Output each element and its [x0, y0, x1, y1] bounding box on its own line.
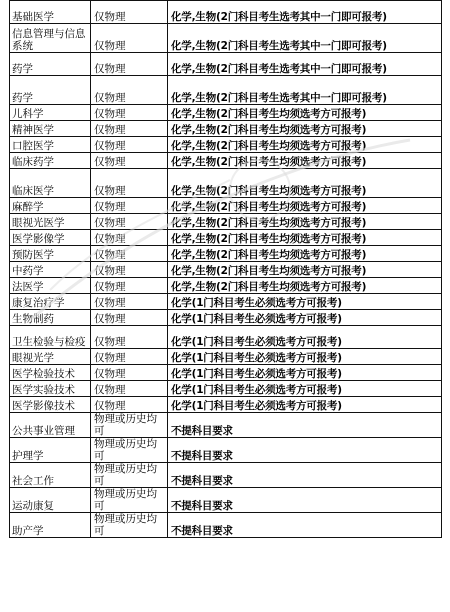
major-cell: 中药学 — [10, 262, 91, 278]
requirement-cell: 化学,生物(2门科目考生均须选考方可报考) — [168, 121, 442, 137]
first-subject-cell: 仅物理 — [91, 214, 168, 230]
major-cell: 助产学 — [10, 513, 91, 538]
requirement-cell: 化学,生物(2门科目考生均须选考方可报考) — [168, 246, 442, 262]
table-row — [10, 438, 442, 463]
table-row — [10, 214, 442, 230]
first-subject-cell: 仅物理 — [91, 349, 168, 365]
table-row — [10, 278, 442, 294]
table-row — [10, 365, 442, 381]
table-row — [10, 230, 442, 246]
first-subject-cell: 物理或历史均可 — [91, 513, 168, 538]
major-cell: 口腔医学 — [10, 137, 91, 153]
major-cell: 护理学 — [10, 438, 91, 463]
requirement-cell: 化学(1门科目考生必须选考方可报考) — [168, 349, 442, 365]
first-subject-cell: 仅物理 — [91, 230, 168, 246]
requirement-cell: 化学,生物(2门科目考生均须选考方可报考) — [168, 137, 442, 153]
major-cell: 公共事业管理 — [10, 413, 91, 438]
major-cell: 法医学 — [10, 278, 91, 294]
requirement-cell: 化学(1门科目考生必须选考方可报考) — [168, 310, 442, 326]
first-subject-cell: 仅物理 — [91, 381, 168, 397]
table-row — [10, 246, 442, 262]
major-cell: 精神医学 — [10, 121, 91, 137]
requirement-cell: 化学,生物(2门科目考生均须选考方可报考) — [168, 230, 442, 246]
first-subject-cell: 物理或历史均可 — [91, 463, 168, 488]
requirement-cell: 不提科目要求 — [168, 513, 442, 538]
requirement-cell: 化学,生物(2门科目考生选考其中一门即可报考) — [168, 76, 442, 105]
requirement-cell: 化学,生物(2门科目考生均须选考方可报考) — [168, 278, 442, 294]
table-row — [10, 198, 442, 214]
table-row — [10, 310, 442, 326]
major-cell: 预防医学 — [10, 246, 91, 262]
requirement-cell: 化学,生物(2门科目考生均须选考方可报考) — [168, 153, 442, 169]
table-row — [10, 105, 442, 121]
table-row — [10, 1, 442, 24]
first-subject-cell: 仅物理 — [91, 262, 168, 278]
first-subject-cell: 仅物理 — [91, 76, 168, 105]
requirement-cell: 化学,生物(2门科目考生均须选考方可报考) — [168, 214, 442, 230]
first-subject-cell: 仅物理 — [91, 310, 168, 326]
first-subject-cell: 仅物理 — [91, 278, 168, 294]
requirement-cell: 化学,生物(2门科目考生均须选考方可报考) — [168, 105, 442, 121]
requirement-cell: 不提科目要求 — [168, 438, 442, 463]
requirement-cell: 化学,生物(2门科目考生选考其中一门即可报考) — [168, 53, 442, 76]
first-subject-cell: 仅物理 — [91, 397, 168, 413]
first-subject-cell: 仅物理 — [91, 198, 168, 214]
major-cell: 医学影像技术 — [10, 397, 91, 413]
table-row — [10, 153, 442, 169]
first-subject-cell: 仅物理 — [91, 1, 168, 24]
first-subject-cell: 仅物理 — [91, 246, 168, 262]
major-cell: 儿科学 — [10, 105, 91, 121]
first-subject-cell: 物理或历史均可 — [91, 488, 168, 513]
major-cell: 信息管理与信息系统 — [10, 24, 91, 53]
requirement-cell: 化学(1门科目考生必须选考方可报考) — [168, 326, 442, 349]
table-row — [10, 121, 442, 137]
first-subject-cell: 物理或历史均可 — [91, 413, 168, 438]
requirement-cell: 化学,生物(2门科目考生选考其中一门即可报考) — [168, 24, 442, 53]
major-cell: 麻醉学 — [10, 198, 91, 214]
table-row — [10, 381, 442, 397]
first-subject-cell: 物理或历史均可 — [91, 438, 168, 463]
first-subject-cell: 仅物理 — [91, 153, 168, 169]
major-cell: 医学影像学 — [10, 230, 91, 246]
table-row — [10, 53, 442, 76]
requirement-cell: 不提科目要求 — [168, 488, 442, 513]
table-row — [10, 262, 442, 278]
requirement-cell: 不提科目要求 — [168, 463, 442, 488]
requirement-cell: 化学(1门科目考生必须选考方可报考) — [168, 381, 442, 397]
table-body — [10, 1, 442, 538]
major-cell: 基础医学 — [10, 1, 91, 24]
requirement-cell: 化学,生物(2门科目考生均须选考方可报考) — [168, 262, 442, 278]
requirement-cell: 化学(1门科目考生必须选考方可报考) — [168, 365, 442, 381]
major-cell: 眼视光医学 — [10, 214, 91, 230]
table-row — [10, 326, 442, 349]
requirement-cell: 化学,生物(2门科目考生均须选考方可报考) — [168, 169, 442, 198]
table-row — [10, 413, 442, 438]
first-subject-cell: 仅物理 — [91, 121, 168, 137]
table-row — [10, 76, 442, 105]
table-row — [10, 397, 442, 413]
table-row — [10, 463, 442, 488]
major-cell: 临床医学 — [10, 169, 91, 198]
first-subject-cell: 仅物理 — [91, 137, 168, 153]
subject-requirements-table — [9, 0, 442, 538]
first-subject-cell: 仅物理 — [91, 294, 168, 310]
requirement-cell: 不提科目要求 — [168, 413, 442, 438]
first-subject-cell: 仅物理 — [91, 365, 168, 381]
first-subject-cell: 仅物理 — [91, 169, 168, 198]
major-cell: 眼视光学 — [10, 349, 91, 365]
table-row — [10, 24, 442, 53]
major-cell: 药学 — [10, 53, 91, 76]
table-row — [10, 137, 442, 153]
table-row — [10, 513, 442, 538]
requirement-cell: 化学(1门科目考生必须选考方可报考) — [168, 397, 442, 413]
requirement-cell: 化学(1门科目考生必须选考方可报考) — [168, 294, 442, 310]
table-row — [10, 294, 442, 310]
major-cell: 卫生检验与检疫 — [10, 326, 91, 349]
requirement-cell: 化学,生物(2门科目考生均须选考方可报考) — [168, 198, 442, 214]
major-cell: 医学检验技术 — [10, 365, 91, 381]
major-cell: 药学 — [10, 76, 91, 105]
major-cell: 运动康复 — [10, 488, 91, 513]
requirement-cell: 化学,生物(2门科目考生选考其中一门即可报考) — [168, 1, 442, 24]
major-cell: 社会工作 — [10, 463, 91, 488]
major-cell: 生物制药 — [10, 310, 91, 326]
major-cell: 医学实验技术 — [10, 381, 91, 397]
table-row — [10, 488, 442, 513]
major-cell: 康复治疗学 — [10, 294, 91, 310]
major-cell: 临床药学 — [10, 153, 91, 169]
first-subject-cell: 仅物理 — [91, 105, 168, 121]
table-row — [10, 169, 442, 198]
table-row — [10, 349, 442, 365]
first-subject-cell: 仅物理 — [91, 326, 168, 349]
first-subject-cell: 仅物理 — [91, 24, 168, 53]
first-subject-cell: 仅物理 — [91, 53, 168, 76]
